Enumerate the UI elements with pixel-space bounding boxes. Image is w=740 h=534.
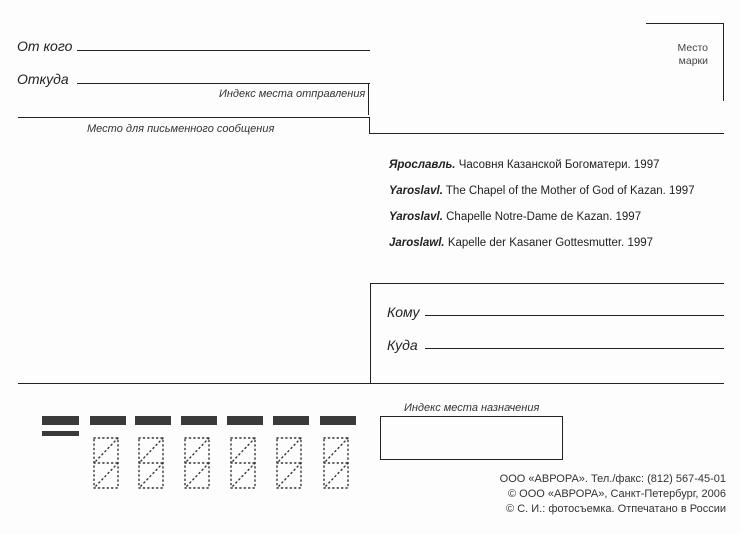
stamp-label-line1: Место (677, 42, 708, 54)
from-label: От кого (17, 38, 73, 54)
postcode-digit-template[interactable] (181, 436, 213, 492)
postcode-bar (90, 416, 126, 425)
recipient-top-line (370, 283, 724, 284)
postcode-digit-template[interactable] (273, 436, 305, 492)
postcode-bar (320, 416, 356, 425)
caption-fr: Yaroslavl. Chapelle Notre-Dame de Kazan. 1997 (389, 211, 642, 223)
postcode-bar (227, 416, 263, 425)
photo-copyright: © С. И.: фотосъемка. Отпечатано в России (506, 503, 726, 515)
right-separator-line (369, 133, 724, 134)
postcode-bar (42, 416, 79, 425)
to-line[interactable] (425, 315, 724, 316)
destination-index-box[interactable] (380, 416, 563, 460)
postcode-bar (135, 416, 171, 425)
postcode-digit-template[interactable] (320, 436, 352, 492)
postcode-digit-template[interactable] (135, 436, 167, 492)
where-line[interactable] (425, 348, 724, 349)
to-label: Кому (387, 304, 420, 320)
caption-de: Jaroslawl. Kapelle der Kasaner Gottesmutter. 1997 (389, 237, 654, 249)
departure-index-label: Индекс места отправления (219, 88, 366, 100)
stamp-top-line (646, 23, 724, 24)
postcode-bar-thin (42, 431, 79, 436)
from-line[interactable] (77, 50, 370, 51)
where-label: Куда (387, 337, 418, 353)
postcode-bar (181, 416, 217, 425)
recipient-left-line (370, 283, 371, 383)
postcode-bar (273, 416, 309, 425)
publisher-copyright: © ООО «АВРОРА», Санкт-Петербург, 2006 (507, 488, 726, 500)
address-label: Откуда (17, 71, 69, 87)
stamp-right-line (723, 23, 724, 101)
stamp-place-label (668, 42, 708, 68)
destination-index-label: Индекс места назначения (404, 402, 540, 414)
message-separator-line (18, 117, 370, 118)
postcode-digit-template[interactable] (90, 436, 122, 492)
caption-ru: Ярославль. Часовня Казанской Богоматери. 1997 (389, 159, 660, 171)
postcode-digit-template[interactable] (227, 436, 259, 492)
stamp-label-line2: марки (678, 55, 708, 67)
caption-en: Yaroslavl. The Chapel of the Mother of God of Kazan. 1997 (389, 185, 695, 197)
bottom-separator-line (18, 383, 724, 384)
publisher-contact: ООО «АВРОРА». Тел./факс: (812) 567-45-01 (499, 473, 726, 485)
message-separator-step (369, 117, 370, 133)
message-area-label: Место для письменного сообщения (87, 123, 275, 135)
